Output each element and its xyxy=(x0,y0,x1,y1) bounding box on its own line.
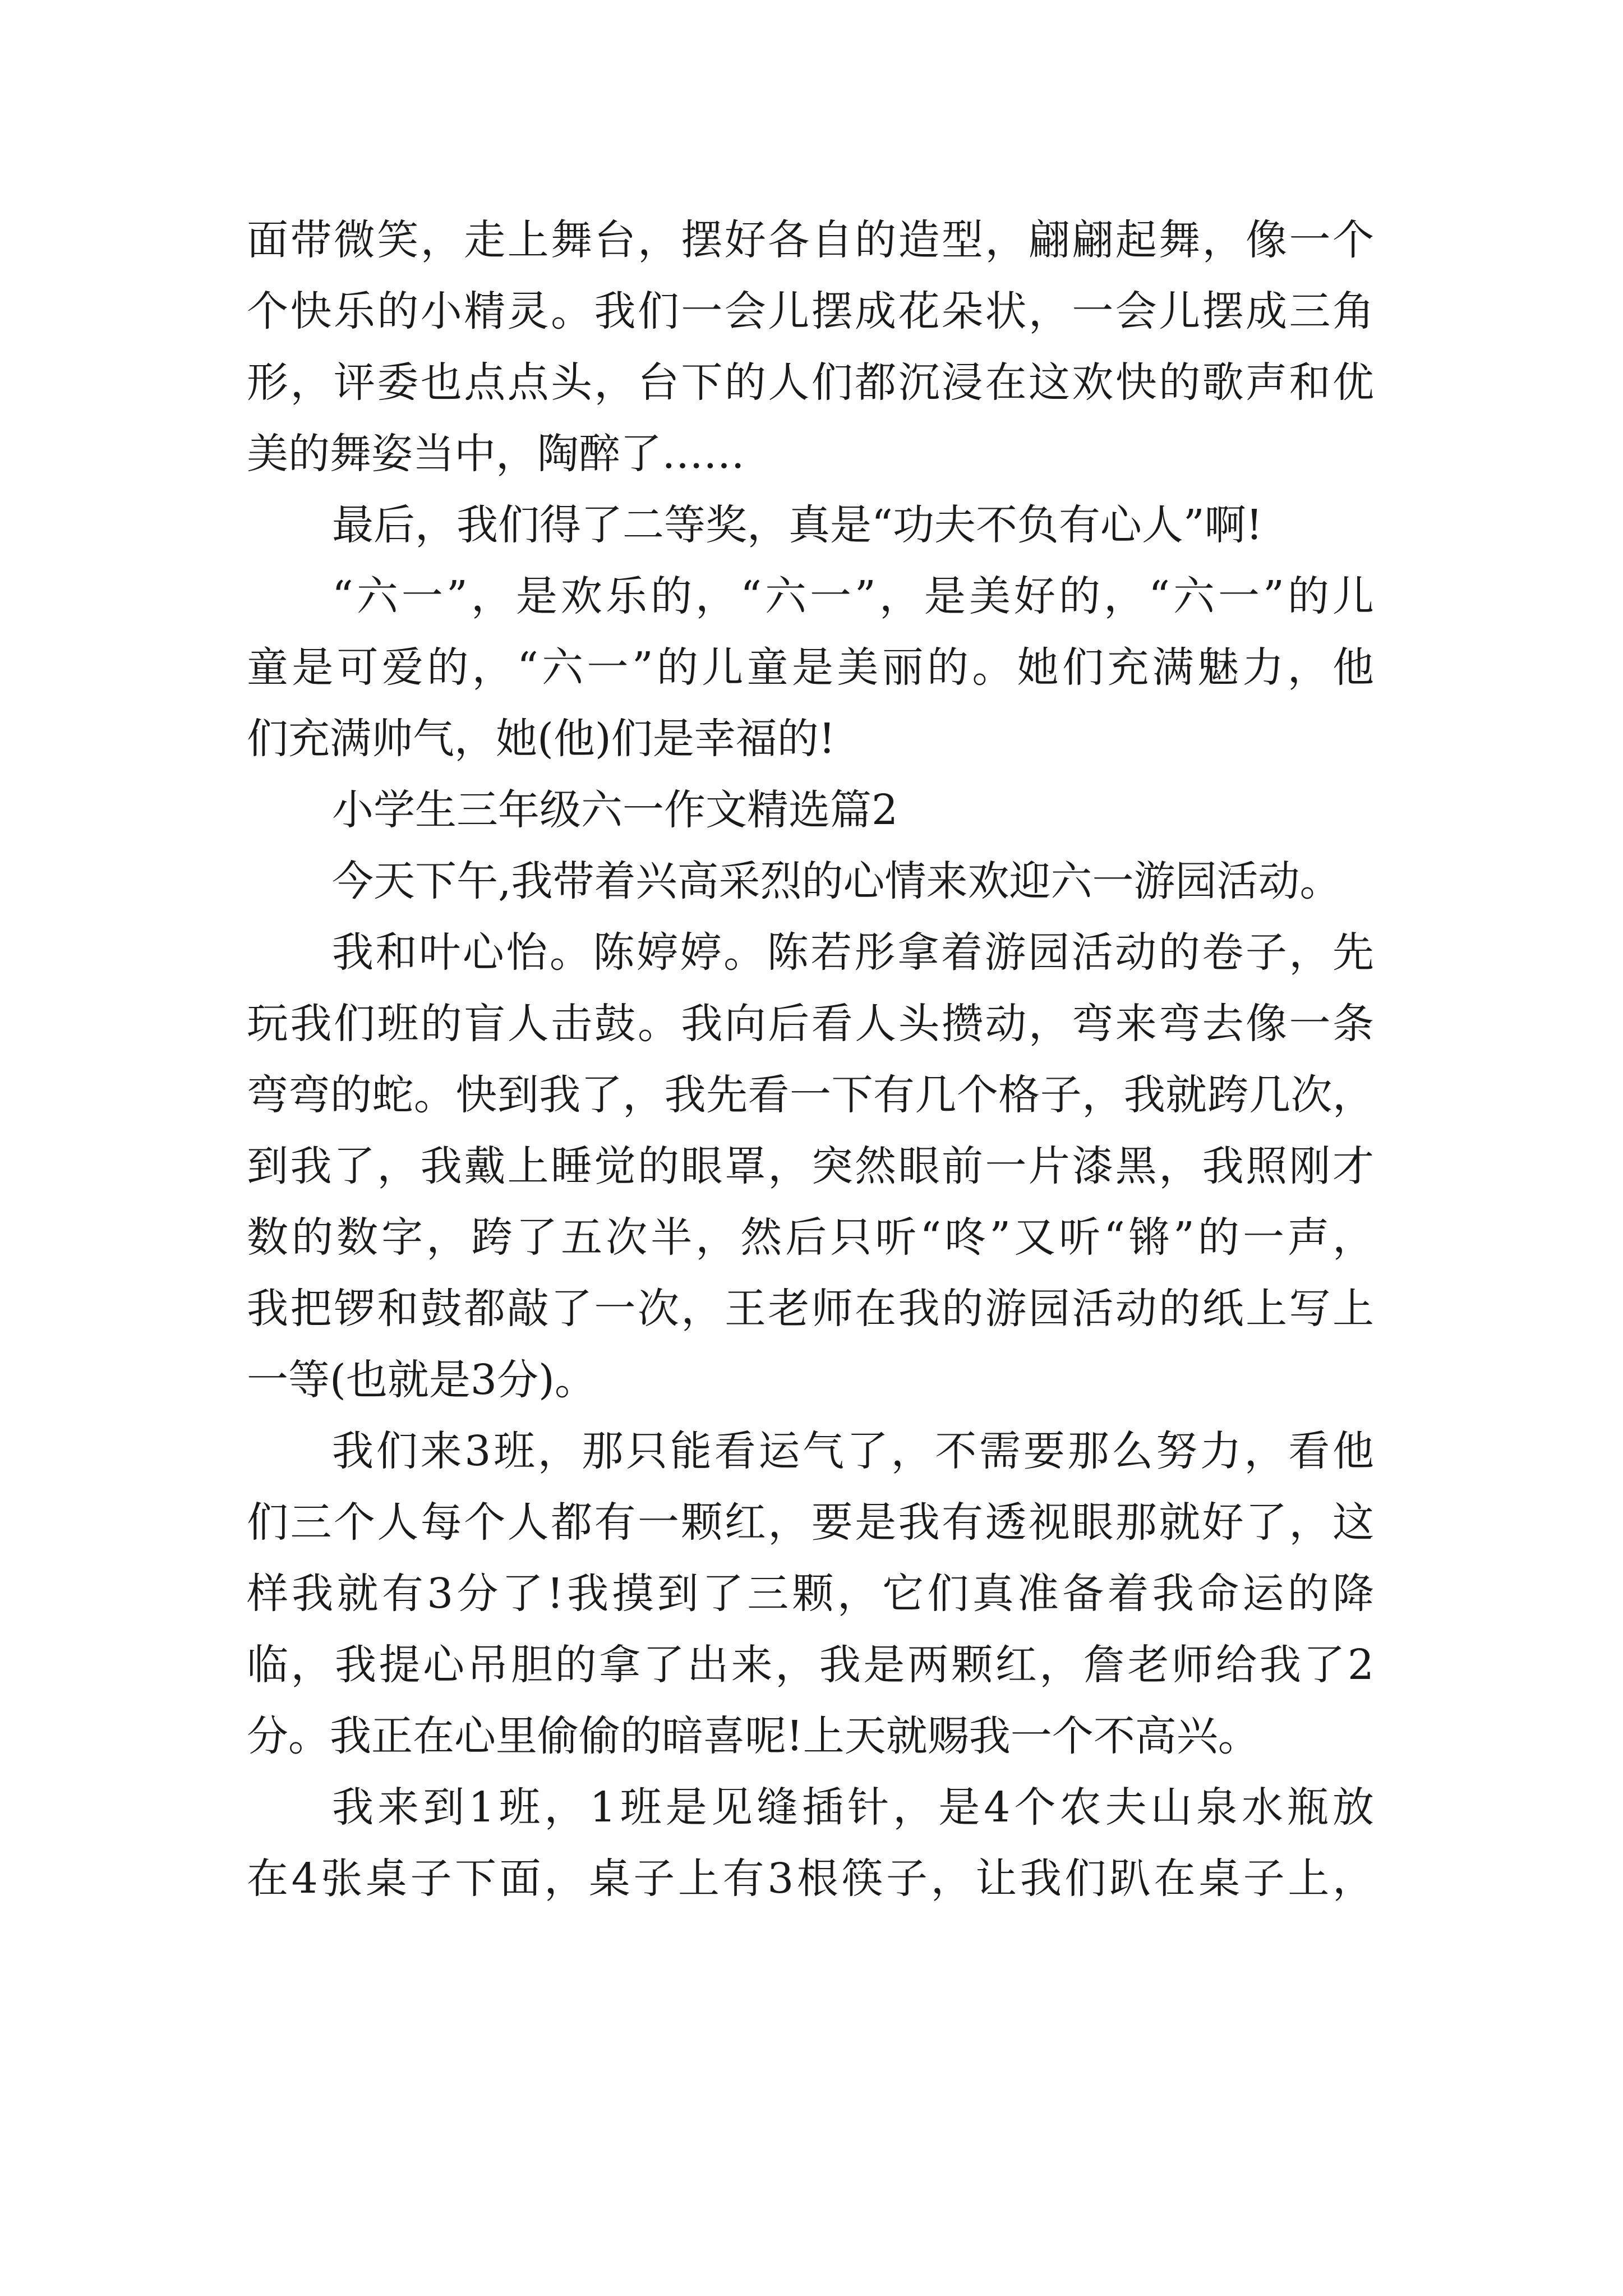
text-line: 玩我们班的盲人击鼓。我向后看人头攒动，弯来弯去像一条 xyxy=(247,1000,1374,1048)
text-line: 弯弯的蛇。快到我了，我先看一下有几个格子，我就跨几次， xyxy=(247,1071,1374,1119)
text-line: 我把锣和鼓都敲了一次，王老师在我的游园活动的纸上写上 xyxy=(247,1285,1374,1333)
section-heading: 小学生三年级六一作文精选篇2 xyxy=(332,786,898,834)
text-line: 我们来3班，那只能看运气了，不需要那么努力，看他 xyxy=(332,1427,1374,1475)
text-line: 分。我正在心里偷偷的暗喜呢!上天就赐我一个不高兴。 xyxy=(247,1712,1260,1760)
text-line: 我和叶心怡。陈婷婷。陈若彤拿着游园活动的卷子，先 xyxy=(332,928,1374,977)
text-line: 们三个人每个人都有一颗红，要是我有透视眼那就好了，这 xyxy=(247,1498,1374,1547)
text-line: 数的数字，跨了五次半，然后只听“咚”又听“锵”的一声， xyxy=(247,1213,1374,1262)
text-line: 样我就有3分了!我摸到了三颗，它们真准备着我命运的降 xyxy=(247,1570,1374,1618)
text-line: 一等(也就是3分)。 xyxy=(247,1356,596,1404)
text-line: 童是可爱的，“六一”的儿童是美丽的。她们充满魅力，他 xyxy=(247,643,1374,692)
text-line: 个快乐的小精灵。我们一会儿摆成花朵状，一会儿摆成三角 xyxy=(247,287,1374,335)
text-line: “六一”，是欢乐的，“六一”，是美好的，“六一”的儿 xyxy=(332,572,1374,620)
text-line: 最后，我们得了二等奖，真是“功夫不负有心人”啊! xyxy=(332,501,1263,549)
text-line: 我来到1班，1班是见缝插针，是4个农夫山泉水瓶放 xyxy=(332,1783,1374,1832)
text-line: 在4张桌子下面，桌子上有3根筷子，让我们趴在桌子上， xyxy=(247,1855,1374,1903)
text-line: 美的舞姿当中，陶醉了…… xyxy=(247,430,745,478)
text-line: 到我了，我戴上睡觉的眼罩，突然眼前一片漆黑，我照刚才 xyxy=(247,1142,1374,1190)
text-line: 面带微笑，走上舞台，摆好各自的造型，翩翩起舞，像一个 xyxy=(247,216,1374,264)
document-body xyxy=(247,205,1374,1915)
text-line: 们充满帅气，她(他)们是幸福的! xyxy=(247,715,836,763)
text-line: 临，我提心吊胆的拿了出来，我是两颗红，詹老师给我了2 xyxy=(247,1641,1374,1689)
text-line: 今天下午,我带着兴高采烈的心情来欢迎六一游园活动。 xyxy=(332,857,1341,905)
text-line: 形，评委也点点头，台下的人们都沉浸在这欢快的歌声和优 xyxy=(247,358,1374,407)
